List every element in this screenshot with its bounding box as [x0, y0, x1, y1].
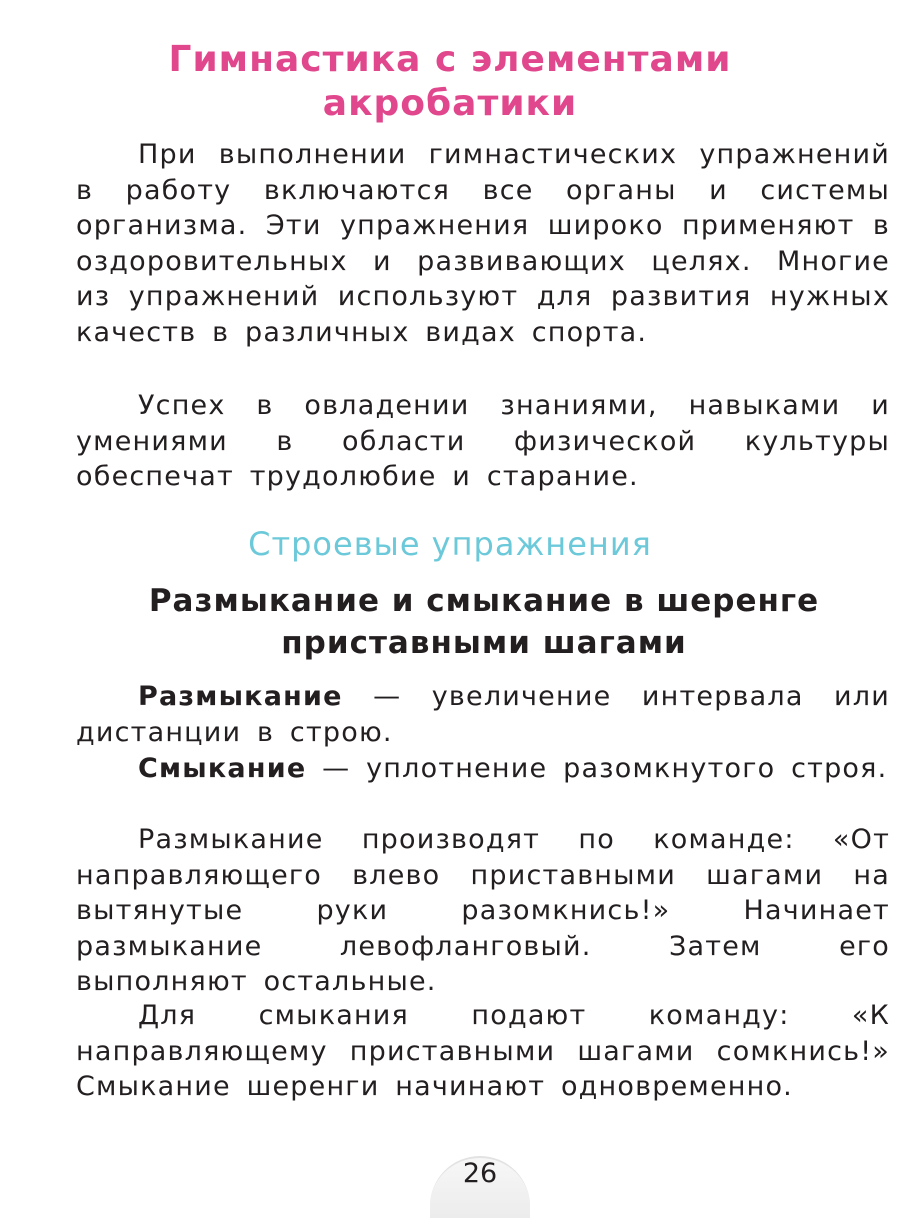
page-number-tab	[430, 1148, 530, 1200]
definition-paragraph-2	[76, 751, 890, 787]
section-title: Строевые упражнения	[248, 525, 652, 563]
definition-term: Смыкание	[138, 753, 307, 784]
body-paragraph-1: Размыкание производят по команде: «От направляющего влево приставными шагами на вытянутые руки разомкнись!» Начинает размыкание левофланговый. Затем его выполняют остальные.	[76, 824, 890, 997]
intro-paragraph-2: Успех в овладении знаниями, навыками и умениями в области физической культуры обеспечат трудолюбие и старание.	[76, 390, 890, 492]
page-number: 26	[462, 1158, 498, 1189]
definition-text: — увеличение интервала или дистанции в строю.	[76, 681, 890, 748]
definition-term: Размыкание	[138, 681, 343, 712]
intro-paragraph-1: При выполнении гимнастических упражнений в работу включаются все органы и системы организма. Эти упражнения широко применяют в оздоровительных и развивающих целях. Многие из упражнений используют для развития нужных качеств в различных видах спорта.	[76, 139, 890, 348]
definition-paragraph-1	[76, 679, 890, 750]
page-title: Гимнастика с элементами акробатики	[168, 39, 732, 124]
body-paragraph-2: Для смыкания подают команду: «К направляющему приставными шагами сомкнись!» Смыкание шеренги начинают одновременно.	[76, 1000, 890, 1102]
definition-text: — уплотнение разомкнутого строя.	[306, 753, 888, 784]
subsection-title: Размыкание и смыкание в шеренге приставными шагами	[148, 583, 820, 661]
